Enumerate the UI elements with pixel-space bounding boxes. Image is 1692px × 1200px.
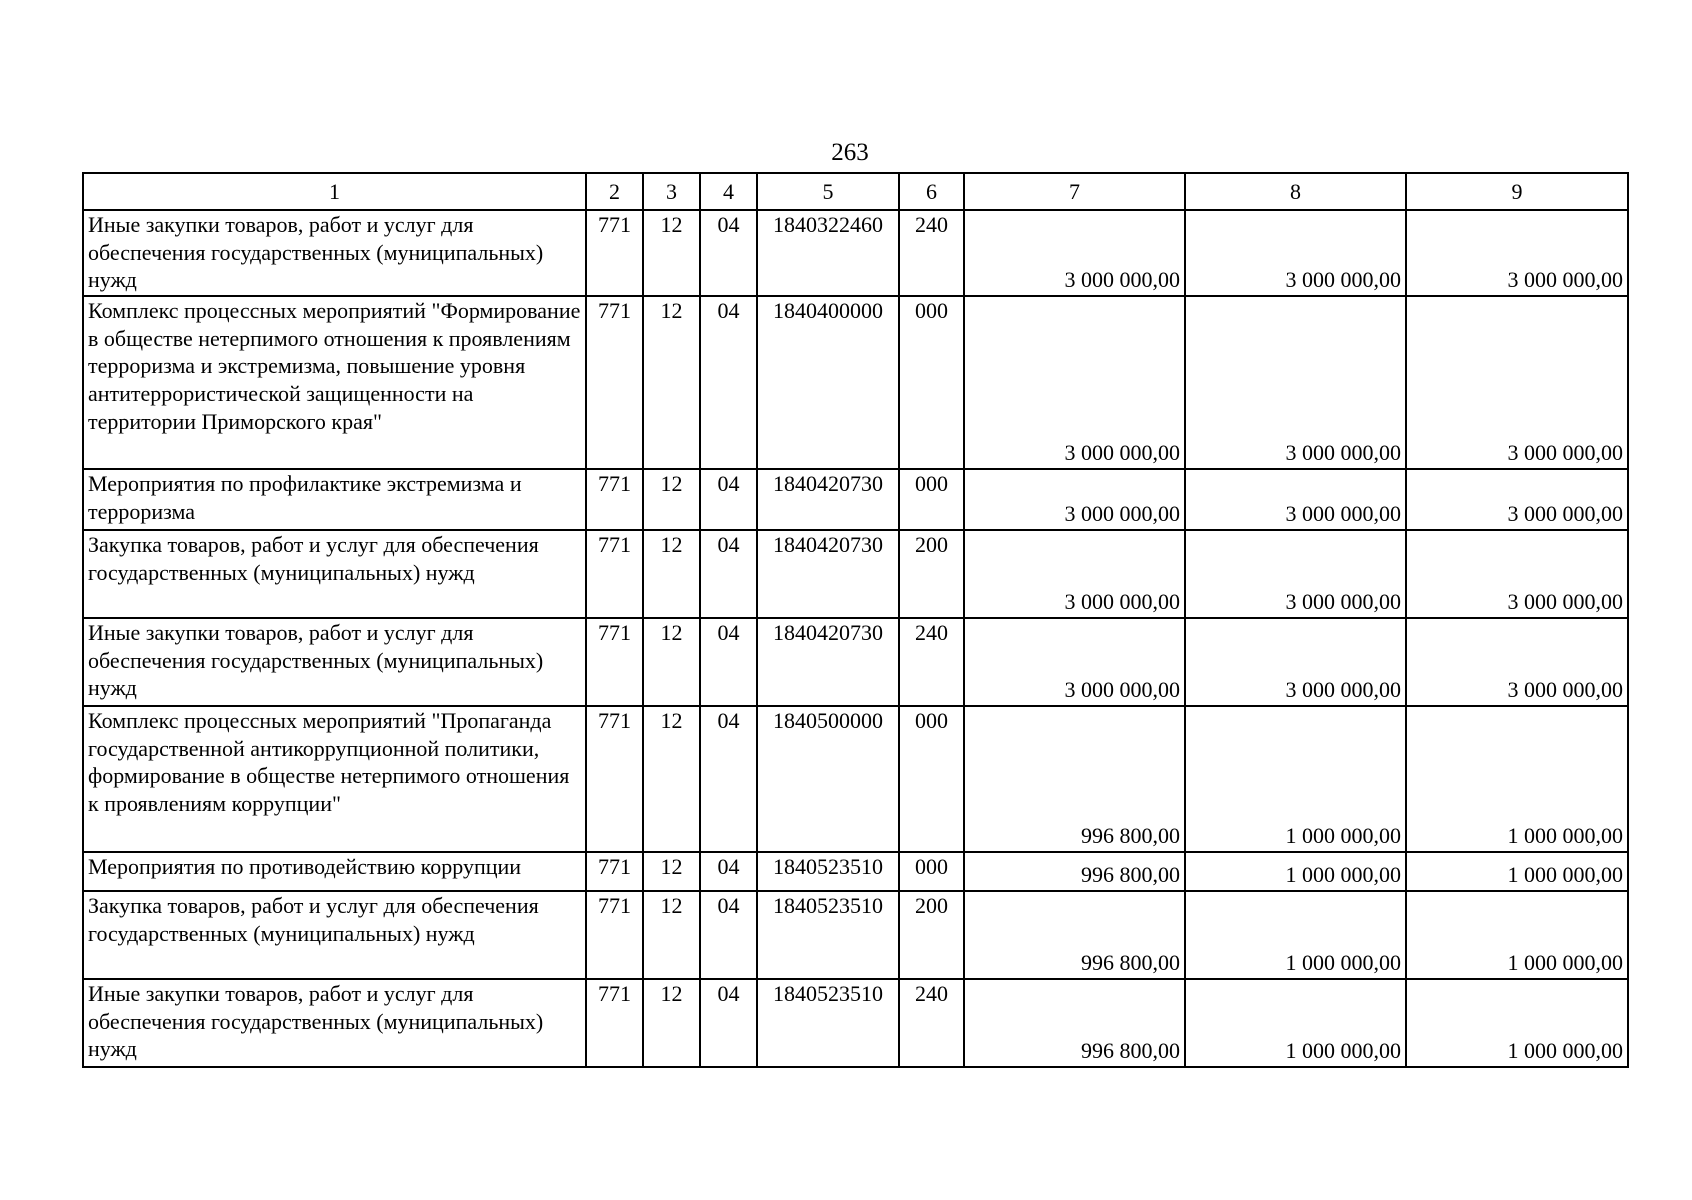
cell-col2: 771 [586, 706, 643, 852]
cell-col9-amount: 3 000 000,00 [1406, 296, 1628, 469]
cell-col2: 771 [586, 210, 643, 296]
row-description: Иные закупки товаров, работ и услуг для обеспечения государственных (муниципальных) нужд [83, 618, 586, 706]
row-description: Закупка товаров, работ и услуг для обеспечения государственных (муниципальных) нужд [83, 530, 586, 618]
cell-col2: 771 [586, 891, 643, 979]
row-description: Иные закупки товаров, работ и услуг для обеспечения государственных (муниципальных) нужд [83, 210, 586, 296]
cell-col8-amount: 1 000 000,00 [1185, 891, 1406, 979]
column-header: 1 [83, 173, 586, 210]
cell-col4: 04 [700, 706, 757, 852]
column-header: 5 [757, 173, 899, 210]
row-description: Мероприятия по противодействию коррупции [83, 852, 586, 891]
cell-col8-amount: 1 000 000,00 [1185, 979, 1406, 1067]
row-description: Комплекс процессных мероприятий "Пропаганда государственной антикоррупционной политики, формирование в обществе нетерпимого отношения к проявлениям коррупции" [83, 706, 586, 852]
cell-col2: 771 [586, 469, 643, 530]
page-number: 263 [831, 139, 869, 166]
cell-col5: 1840400000 [757, 296, 899, 469]
cell-col8-amount: 1 000 000,00 [1185, 706, 1406, 852]
cell-col4: 04 [700, 296, 757, 469]
cell-col5: 1840322460 [757, 210, 899, 296]
table-row [83, 706, 1628, 852]
cell-col2: 771 [586, 296, 643, 469]
cell-col6: 240 [899, 210, 964, 296]
cell-col7-amount: 996 800,00 [964, 706, 1185, 852]
row-description: Закупка товаров, работ и услуг для обеспечения государственных (муниципальных) нужд [83, 891, 586, 979]
column-header: 4 [700, 173, 757, 210]
cell-col3: 12 [643, 852, 700, 891]
table-row [83, 891, 1628, 979]
cell-col3: 12 [643, 979, 700, 1067]
cell-col9-amount: 1 000 000,00 [1406, 852, 1628, 891]
table-row [83, 296, 1628, 469]
cell-col6: 200 [899, 530, 964, 618]
row-description: Комплекс процессных мероприятий "Формирование в обществе нетерпимого отношения к проявлениям терроризма и экстремизма, повышение уровня антитеррористической защищенности на территории Приморского края" [83, 296, 586, 469]
cell-col9-amount: 3 000 000,00 [1406, 530, 1628, 618]
cell-col6: 000 [899, 706, 964, 852]
cell-col9-amount: 3 000 000,00 [1406, 469, 1628, 530]
cell-col3: 12 [643, 210, 700, 296]
cell-col3: 12 [643, 891, 700, 979]
column-header: 9 [1406, 173, 1628, 210]
column-header: 2 [586, 173, 643, 210]
budget-table [82, 172, 1629, 1068]
cell-col8-amount: 3 000 000,00 [1185, 210, 1406, 296]
cell-col9-amount: 3 000 000,00 [1406, 618, 1628, 706]
cell-col4: 04 [700, 210, 757, 296]
cell-col2: 771 [586, 618, 643, 706]
cell-col7-amount: 3 000 000,00 [964, 530, 1185, 618]
cell-col9-amount: 1 000 000,00 [1406, 706, 1628, 852]
cell-col3: 12 [643, 618, 700, 706]
cell-col5: 1840420730 [757, 530, 899, 618]
cell-col9-amount: 1 000 000,00 [1406, 979, 1628, 1067]
cell-col2: 771 [586, 852, 643, 891]
cell-col5: 1840523510 [757, 891, 899, 979]
cell-col8-amount: 3 000 000,00 [1185, 469, 1406, 530]
cell-col7-amount: 3 000 000,00 [964, 618, 1185, 706]
table-row [83, 210, 1628, 296]
column-header: 7 [964, 173, 1185, 210]
cell-col6: 000 [899, 296, 964, 469]
table-row [83, 469, 1628, 530]
cell-col6: 240 [899, 979, 964, 1067]
cell-col9-amount: 3 000 000,00 [1406, 210, 1628, 296]
table-row [83, 618, 1628, 706]
cell-col8-amount: 3 000 000,00 [1185, 296, 1406, 469]
table-body [83, 173, 1628, 1067]
cell-col6: 240 [899, 618, 964, 706]
column-header: 3 [643, 173, 700, 210]
cell-col7-amount: 3 000 000,00 [964, 210, 1185, 296]
cell-col4: 04 [700, 530, 757, 618]
cell-col4: 04 [700, 618, 757, 706]
table-row [83, 852, 1628, 891]
cell-col5: 1840420730 [757, 618, 899, 706]
cell-col5: 1840523510 [757, 852, 899, 891]
cell-col6: 200 [899, 891, 964, 979]
cell-col5: 1840523510 [757, 979, 899, 1067]
cell-col2: 771 [586, 979, 643, 1067]
cell-col7-amount: 3 000 000,00 [964, 296, 1185, 469]
cell-col4: 04 [700, 469, 757, 530]
cell-col7-amount: 996 800,00 [964, 979, 1185, 1067]
cell-col9-amount: 1 000 000,00 [1406, 891, 1628, 979]
cell-col4: 04 [700, 891, 757, 979]
cell-col6: 000 [899, 852, 964, 891]
cell-col3: 12 [643, 469, 700, 530]
table-row [83, 979, 1628, 1067]
row-description: Мероприятия по профилактике экстремизма и терроризма [83, 469, 586, 530]
cell-col6: 000 [899, 469, 964, 530]
cell-col5: 1840420730 [757, 469, 899, 530]
cell-col8-amount: 1 000 000,00 [1185, 852, 1406, 891]
cell-col3: 12 [643, 530, 700, 618]
cell-col5: 1840500000 [757, 706, 899, 852]
cell-col7-amount: 996 800,00 [964, 891, 1185, 979]
cell-col7-amount: 3 000 000,00 [964, 469, 1185, 530]
header-row [83, 173, 1628, 210]
table-row [83, 530, 1628, 618]
cell-col3: 12 [643, 296, 700, 469]
cell-col2: 771 [586, 530, 643, 618]
column-header: 6 [899, 173, 964, 210]
cell-col4: 04 [700, 979, 757, 1067]
cell-col4: 04 [700, 852, 757, 891]
cell-col3: 12 [643, 706, 700, 852]
cell-col7-amount: 996 800,00 [964, 852, 1185, 891]
cell-col8-amount: 3 000 000,00 [1185, 530, 1406, 618]
cell-col8-amount: 3 000 000,00 [1185, 618, 1406, 706]
row-description: Иные закупки товаров, работ и услуг для обеспечения государственных (муниципальных) нужд [83, 979, 586, 1067]
column-header: 8 [1185, 173, 1406, 210]
